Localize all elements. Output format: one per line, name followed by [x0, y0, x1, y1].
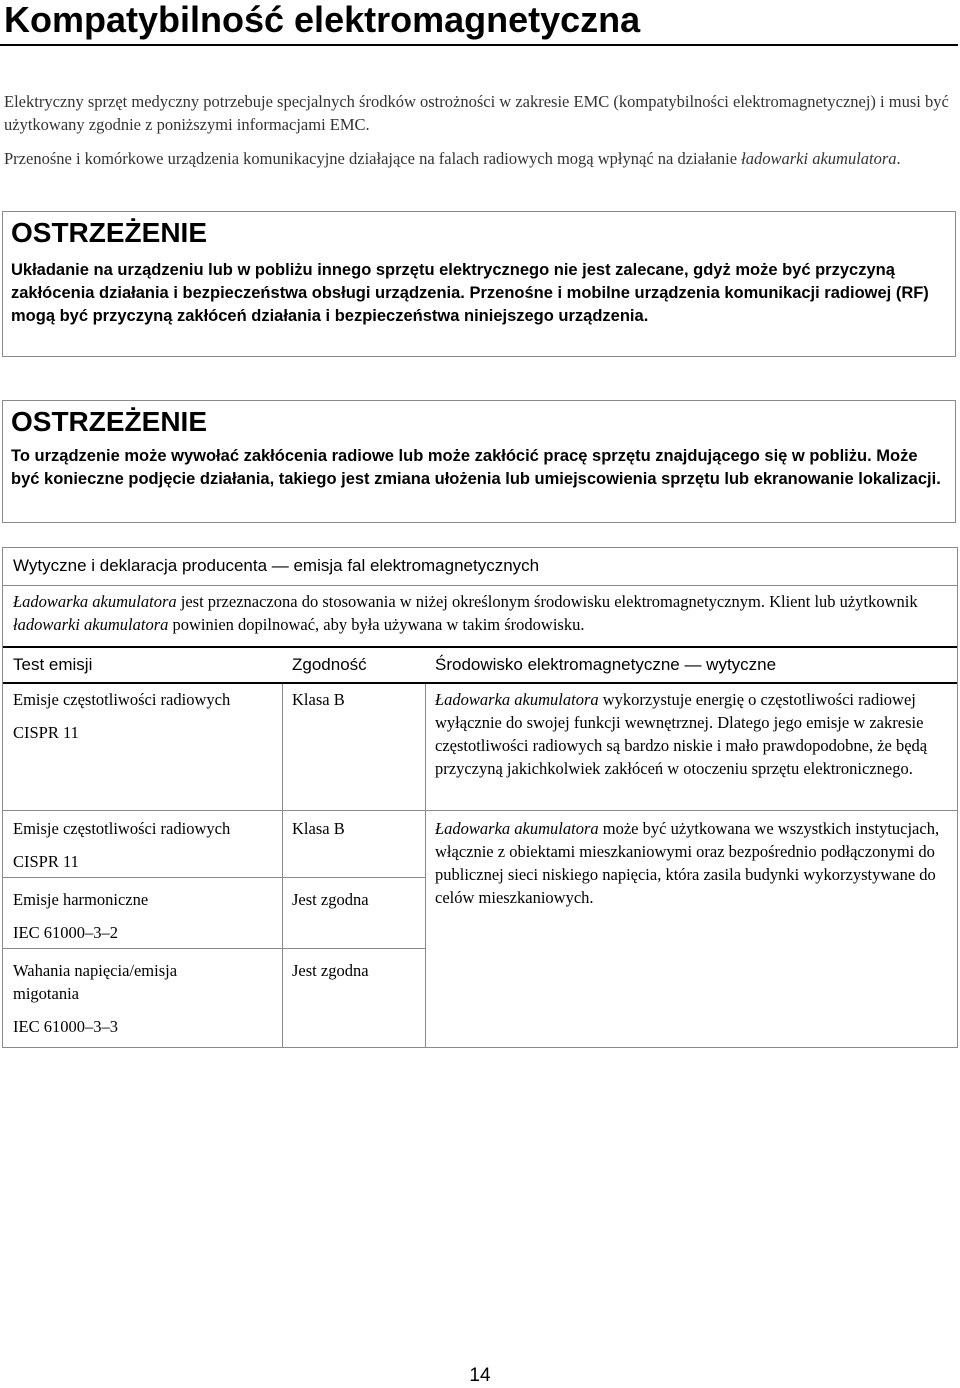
emission-test-name: Emisje częstotliwości radiowych: [13, 819, 231, 838]
emission-test-standard: IEC 61000–3–2: [13, 923, 118, 942]
row-divider: [3, 877, 425, 878]
emission-test-standard: CISPR 11: [13, 852, 79, 871]
warning-box-interference: [2, 400, 956, 523]
emc-table-header: Wytyczne i deklaracja producenta — emisja fal elektromagnetycznych: [3, 548, 957, 586]
compliance-value: Jest zgodna: [292, 890, 369, 909]
warning-text: To urządzenie może wywołać zakłócenia radiowe lub może zakłócić pracę sprzętu znajdującego się w pobliżu. Może być konieczne podjęcie działania, takiego jest zmiana ułożenia lub umiejscowienia sprzętu lub ekranowanie lokalizacji.: [11, 447, 941, 488]
warning-box-stacking: [2, 211, 956, 357]
device-name: Ładowarka akumulatora: [13, 592, 177, 611]
column-header-row: [3, 646, 957, 684]
device-name: Ładowarka akumulatora: [435, 690, 599, 709]
page-number: 14: [469, 1365, 491, 1386]
row-divider: [3, 810, 957, 811]
warning-title: OSTRZEŻENIE: [11, 217, 208, 248]
compliance-value: Jest zgodna: [292, 961, 369, 980]
emission-test-name: Emisje harmoniczne: [13, 890, 149, 909]
emc-intro-text-part1: jest przeznaczona do stosowania w niżej określonym środowisku elektromagnetycznym. Klient lub użytkownik: [176, 592, 918, 611]
intro-paragraph-radio-end: .: [896, 149, 901, 168]
guidance-text-body: wykorzystuje energię o częstotliwości radiowej wyłącznie do swojej funkcji wewnętrznej. Dlatego jego emisje w zakresie częstotliwości radiowych są bardzo niskie i mało prawdopodobne, że będą przyczyną jakichkolwiek zakłóceń w otoczeniu sprzętu elektronicznego.: [435, 690, 928, 778]
warning-title: OSTRZEŻENIE: [11, 406, 208, 437]
compliance-value: Klasa B: [292, 690, 345, 709]
compliance-value: Klasa B: [292, 819, 345, 838]
emission-test-standard: IEC 61000–3–3: [13, 1017, 118, 1036]
title-divider: [0, 44, 958, 46]
emission-test-name: Emisje częstotliwości radiowych: [13, 690, 231, 709]
intro-paragraph-radio-text: Przenośne i komórkowe urządzenia komunikacyjne działające na falach radiowych mogą wpłynąć na działanie: [4, 149, 742, 168]
emc-intro-text-part2: powinien dopilnować, aby była używana w takim środowisku.: [168, 615, 585, 634]
row-divider: [3, 948, 425, 949]
warning-text: Układanie na urządzeniu lub w pobliżu innego sprzętu elektrycznego nie jest zalecane, gdyż może być przyczyną zakłócenia działania i bezpieczeństwa obsługi urządzenia. Przenośne i mobilne urządzenia komunikacji radiowej (RF) mogą być przyczyną zakłóceń działania i bezpieczeństwa niniejszego urządzenia.: [11, 261, 929, 325]
guidance-text-body: może być użytkowana we wszystkich instytucjach, włącznie z obiektami mieszkaniowymi oraz bezpośrednio podłączonymi do publicznej sieci niskiego napięcia, która zasila budynki wykorzystywane do celów mieszkaniowych.: [435, 819, 940, 907]
page-title: Kompatybilność elektromagnetyczna: [4, 0, 641, 40]
column-divider: [282, 684, 283, 1048]
guidance-text: [435, 688, 947, 780]
emc-declaration-table: [2, 547, 958, 1048]
emc-intro-text: [13, 590, 943, 636]
intro-paragraph-emc: Elektryczny sprzęt medyczny potrzebuje specjalnych środków ostrożności w zakresie EMC (kompatybilności elektromagnetycznej) i musi być użytkowany zgodnie z poniższymi informacjami EMC.: [4, 92, 949, 134]
column-header-guidance: Środowisko elektromagnetyczne — wytyczne: [435, 655, 777, 674]
emission-test-name: Wahania napięcia/emisja migotania: [13, 961, 178, 1003]
device-name: Ładowarka akumulatora: [435, 819, 599, 838]
device-name: ładowarki akumulatora: [741, 149, 897, 168]
emission-test-standard: CISPR 11: [13, 723, 79, 742]
column-divider: [425, 684, 426, 1048]
device-name: ładowarki akumulatora: [13, 615, 169, 634]
column-header-emission-test: Test emisji: [13, 655, 93, 674]
intro-paragraph-radio: [4, 147, 954, 170]
guidance-text: [435, 817, 947, 909]
column-header-compliance: Zgodność: [292, 655, 367, 674]
